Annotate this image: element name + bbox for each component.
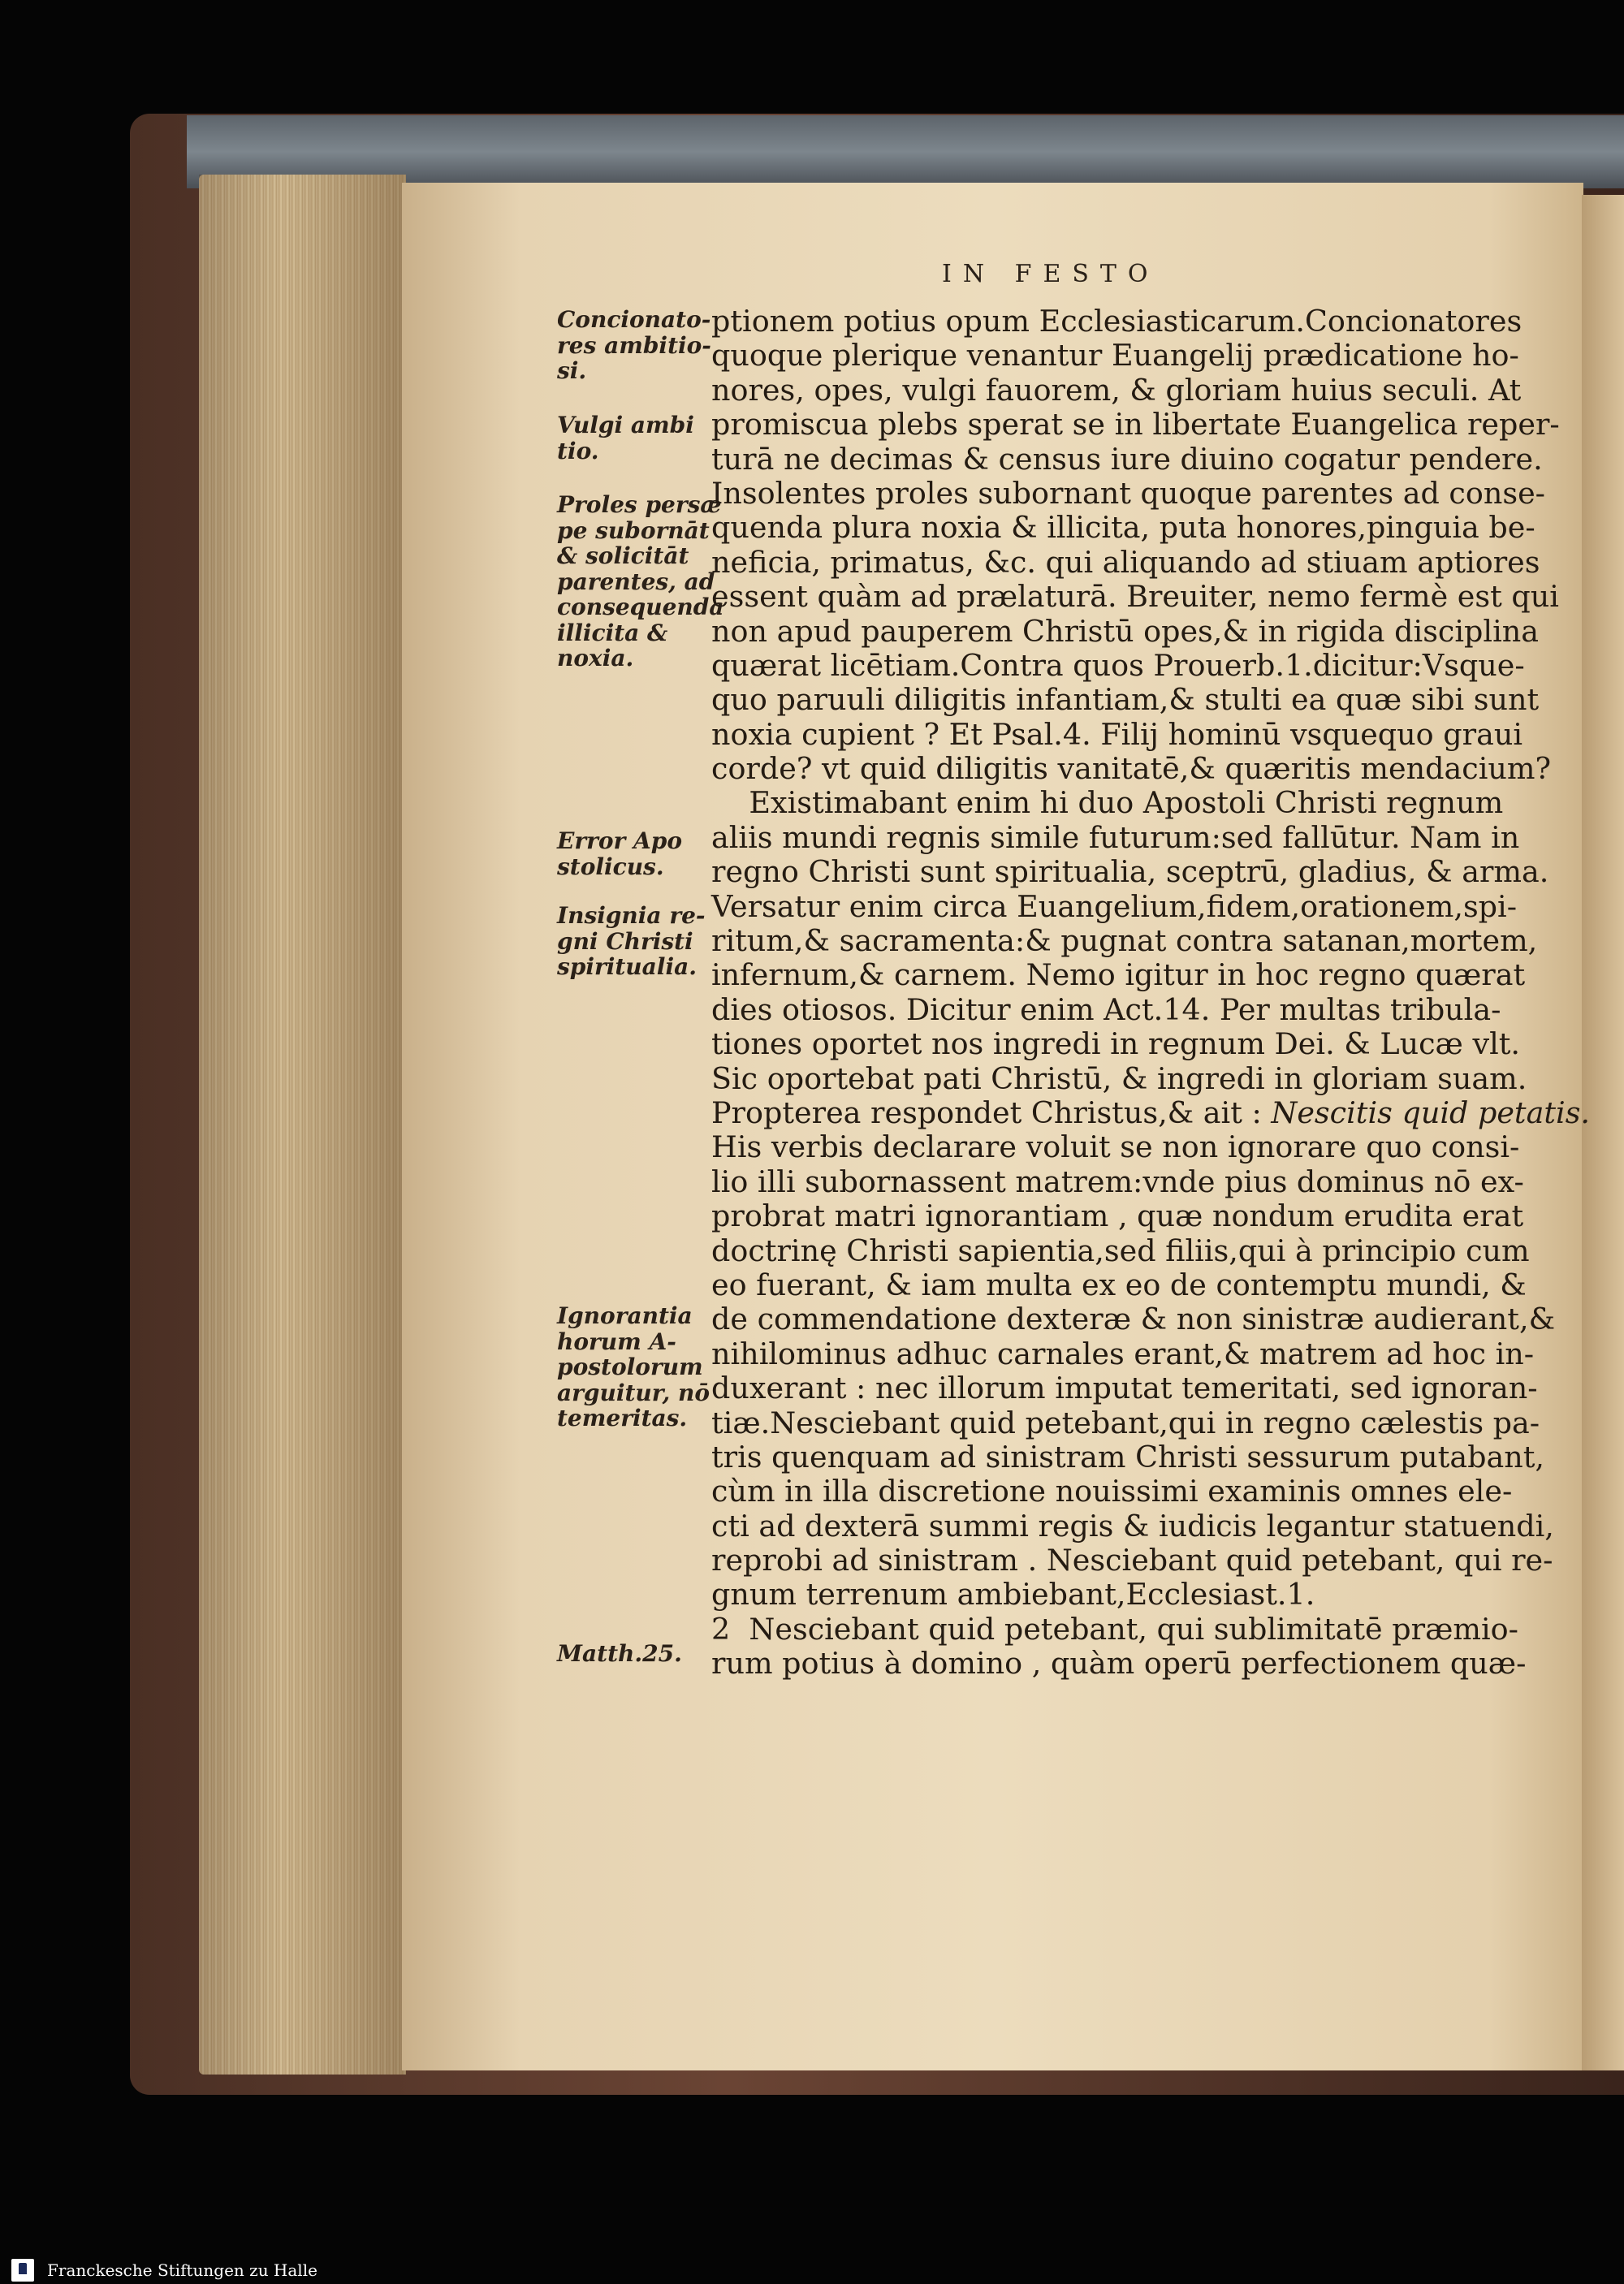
- text-line: doctrinę Christi sapientia,sed filiis,qui à principio cum: [711, 1233, 1530, 1268]
- margin-note-line: res ambitio-: [557, 331, 711, 359]
- text-line: nores, opes, vulgi fauorem, & gloriam huius seculi. At: [711, 372, 1522, 408]
- text-line: infernum,& carnem. Nemo igitur in hoc regno quærat: [711, 957, 1526, 993]
- margin-note-line: arguitur, nō: [557, 1379, 710, 1406]
- text-line: quærat licētiam.Contra quos Prouerb.1.dicitur:Vsque-: [711, 647, 1525, 683]
- text-line: dies otiosos. Dicitur enim Act.14. Per multas tribula-: [711, 991, 1501, 1027]
- margin-note: [557, 492, 724, 671]
- margin-note-line: postolorum: [557, 1354, 703, 1380]
- text-line: Existimabant enim hi duo Apostoli Christi regnum: [711, 785, 1504, 821]
- margin-note-line: Insignia re-: [557, 902, 706, 929]
- margin-note: [557, 1641, 682, 1667]
- text-line: quo paruuli diligitis infantiam,& stulti ea quæ sibi sunt: [711, 682, 1540, 718]
- text-line: aliis mundi regnis simile futurum:sed fallūtur. Nam in: [711, 819, 1520, 855]
- text-line: Insolentes proles subornant quoque parentes ad conse-: [711, 475, 1546, 511]
- text-line: essent quàm ad prælaturā. Breuiter, nemo fermè est qui: [711, 579, 1559, 615]
- text-line: turā ne decimas & census iure diuino cogatur pendere.: [711, 441, 1543, 477]
- text-line: promiscua plebs sperat se in libertate Euangelica reper-: [711, 407, 1560, 443]
- margin-note-line: noxia.: [557, 645, 634, 671]
- margin-note: [557, 828, 682, 879]
- text-line: Versatur enim circa Euangelium,fidem,orationem,spi-: [711, 888, 1518, 924]
- facing-page-edge: [1582, 195, 1624, 2070]
- margin-note-line: & solicitāt: [557, 542, 689, 569]
- text-line: lio illi subornassent matrem:vnde pius dominus nō ex-: [711, 1164, 1524, 1199]
- text-line: regno Christi sunt spiritualia, sceptrū, gladius, & arma.: [711, 854, 1549, 890]
- footer-credit: Franckesche Stiftungen zu Halle: [47, 2260, 317, 2280]
- margin-note-line: consequenda: [557, 594, 724, 620]
- text-line: quenda plura noxia & illicita, puta honores,pinguia be-: [711, 510, 1535, 546]
- footer-bar: [0, 2256, 1624, 2284]
- text-line: tiæ.Nesciebant quid petebant,qui in regno cælestis pa-: [711, 1405, 1540, 1440]
- margin-note-line: illicita &: [557, 619, 668, 646]
- margin-note-line: si.: [557, 357, 587, 384]
- text-line: Sic oportebat pati Christū, & ingredi in gloriam suam.: [711, 1060, 1527, 1096]
- margin-note-line: Concionato-: [557, 306, 711, 333]
- margin-note-line: Matth.25.: [557, 1640, 682, 1667]
- text-line: gnum terrenum ambiebant,Ecclesiast.1.: [711, 1577, 1315, 1613]
- margin-note: [557, 412, 694, 464]
- body-text: [711, 304, 1591, 1682]
- margin-note-line: Ignorantia: [557, 1302, 693, 1329]
- text-line: corde? vt quid diligitis vanitatē,& quæritis mendacium?: [711, 751, 1552, 787]
- margin-note: [557, 1303, 710, 1431]
- margin-note-line: Error Apo: [557, 827, 682, 854]
- text-line: noxia cupient ? Et Psal.4. Filij hominū vsquequo graui: [711, 716, 1523, 752]
- text-line: eo fuerant, & iam multa ex eo de contemptu mundi, &: [711, 1267, 1527, 1302]
- italic-quote: Nescitis quid petatis.: [1271, 1095, 1591, 1130]
- text-line: His verbis declarare voluit se non ignorare quo consi-: [711, 1129, 1520, 1165]
- text-line-main: Propterea respondet Christus,& ait :: [711, 1095, 1262, 1130]
- text-line: nihilominus adhuc carnales erant,& matrem ad hoc in-: [711, 1336, 1535, 1371]
- text-line: cùm in illa discretione nouissimi examinis omnes ele-: [711, 1474, 1513, 1509]
- institution-logo-icon: [11, 2259, 34, 2282]
- text-line: tiones oportet nos ingredi in regnum Dei. & Lucæ vlt.: [711, 1026, 1521, 1062]
- margin-note: [557, 903, 706, 980]
- text-line: duxerant : nec illorum imputat temeritati, sed ignoran-: [711, 1371, 1538, 1406]
- margin-note-line: pe subornāt: [557, 516, 710, 544]
- running-head: IN FESTO: [942, 260, 1160, 288]
- page-edges: [199, 175, 406, 2075]
- text-line: non apud pauperem Christū opes,& in rigida disciplina: [711, 613, 1540, 649]
- margin-note: [557, 307, 711, 384]
- margin-note-line: spiritualia.: [557, 953, 697, 980]
- text-line: reprobi ad sinistram . Nesciebant quid petebant, qui re-: [711, 1543, 1553, 1578]
- margin-note-line: Vulgi ambi: [557, 412, 694, 438]
- text-line-with-quote: [711, 1095, 1591, 1130]
- text-line: ritum,& sacramenta:& pugnat contra satanan,mortem,: [711, 923, 1538, 959]
- text-line: cti ad dexterā summi regis & iudicis legantur statuendi,: [711, 1508, 1554, 1544]
- text-line: rum potius à domino , quàm operū perfectionem quæ-: [711, 1646, 1527, 1682]
- margin-note-line: tio.: [557, 437, 599, 464]
- margin-note-line: temeritas.: [557, 1405, 688, 1431]
- text-line: 2 Nesciebant quid petebant, qui sublimitatē præmio-: [711, 1611, 1518, 1647]
- text-line: tris quenquam ad sinistram Christi sessurum putabant,: [711, 1439, 1544, 1474]
- text-line: ptionem potius opum Ecclesiasticarum.Concionatores: [711, 304, 1522, 339]
- margin-note-line: Proles persæ: [557, 491, 722, 518]
- margin-note-line: horum A-: [557, 1328, 676, 1355]
- text-line: quoque plerique venantur Euangelij prædicatione ho-: [711, 338, 1519, 373]
- text-line: probrat matri ignorantiam , quæ nondum erudita erat: [711, 1198, 1524, 1234]
- margin-note-line: gni Christi: [557, 927, 693, 955]
- margin-note-line: parentes, ad: [557, 568, 715, 595]
- text-line: de commendatione dexteræ & non sinistræ audierant,&: [711, 1302, 1556, 1337]
- margin-note-line: stolicus.: [557, 853, 664, 880]
- text-line: neficia, primatus, &c. qui aliquando ad stiuam aptiores: [711, 544, 1540, 580]
